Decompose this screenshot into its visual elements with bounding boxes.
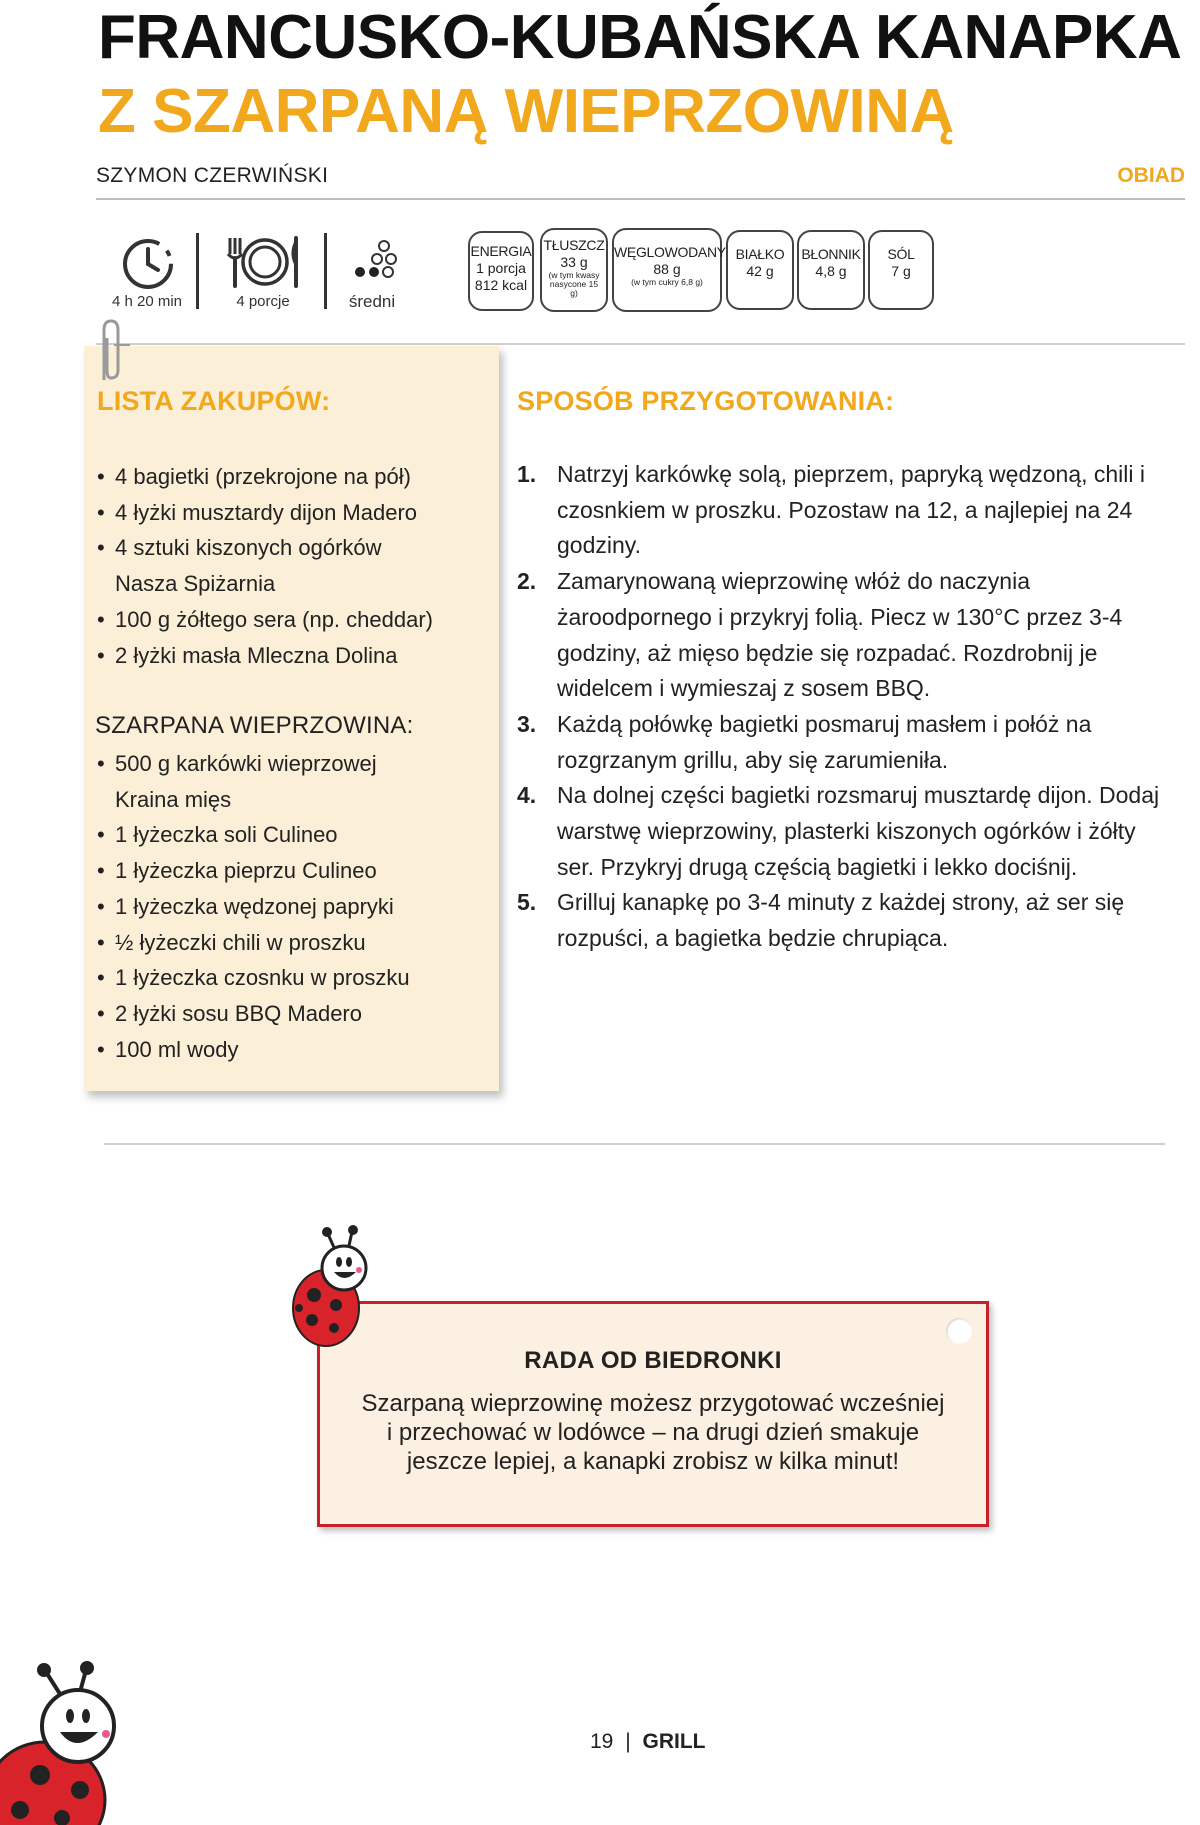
section-divider <box>96 343 1185 345</box>
step-item: 5. Grilluj kanapkę po 3-4 minuty z każdej strony, aż ser się rozpuści, a bagietka będzie chrupiąca. <box>517 889 1125 952</box>
tip-title: RADA OD BIEDRONKI <box>524 1347 782 1374</box>
difficulty-block <box>344 228 400 312</box>
recipe-title-line1: FRANCUSKO-KUBAŃSKA KANAPKA <box>98 3 1182 72</box>
list-item: • 1 łyżeczka soli Culineo <box>97 817 492 853</box>
list-item: • 100 g żółtego sera (np. cheddar) <box>97 602 492 638</box>
step-item: 1. Natrzyj karkówkę solą, pieprzem, papryką wędzoną, chili i czosnkiem w proszku. Pozostaw na 12, a najlepiej na 24 godziny. <box>517 461 1146 559</box>
plate-icon <box>222 234 308 294</box>
pork-list <box>97 746 492 1067</box>
nutrition-fat <box>540 228 608 312</box>
difficulty-label: średni <box>348 292 396 311</box>
list-item: • 2 łyżki masła Mleczna Dolina <box>97 638 492 674</box>
step-item: 2. Zamarynowaną wieprzowinę włóż do naczynia żaroodpornego i przykryj folią. Piecz w 130°C przez 3-4 godziny, aż mięso będzie się rozpadać. Rozdrobnij je widelcem i wymieszaj z sosem BBQ. <box>517 568 1123 702</box>
step-item: 3. Każdą połówkę bagietki posmaruj masłem i połóż na rozgrzanym grillu, aby się zarumieniła. <box>517 710 1092 773</box>
fat-value: 33 g <box>560 253 588 270</box>
page-number: 19 <box>590 1730 614 1753</box>
carbs-note: (w tym cukry 6,8 g) <box>631 276 703 287</box>
list-item: • 4 bagietki (przekrojone na pół) <box>97 459 492 495</box>
fat-label: TŁUSZCZ <box>543 237 605 253</box>
method-title: SPOSÓB PRZYGOTOWANIA: <box>517 386 895 416</box>
shopping-list <box>97 459 492 673</box>
nutrition-salt <box>868 230 934 310</box>
fiber-value: 4,8 g <box>815 262 847 279</box>
list-item: • 100 ml wody <box>97 1032 492 1068</box>
protein-value: 42 g <box>746 262 774 279</box>
header-divider <box>96 198 1185 200</box>
page-footer <box>590 1730 706 1754</box>
tip-hole <box>946 1318 972 1344</box>
recipe-title-line2: Z SZARPANĄ WIEPRZOWINĄ <box>98 77 954 146</box>
protein-label: BIAŁKO <box>735 246 785 262</box>
fat-note: (w tym kwasy nasycone 15 g) <box>548 269 600 299</box>
tip-box <box>317 1301 989 1527</box>
clock-icon <box>120 234 180 294</box>
portions-block <box>220 228 306 312</box>
nutrition-protein <box>726 230 794 310</box>
method-steps <box>517 457 1177 957</box>
list-item: • 1 łyżeczka wędzonej papryki <box>97 889 492 925</box>
portions-label: 4 porcje <box>236 293 290 310</box>
list-item: • 1 łyżeczka czosnku w proszku <box>97 960 492 996</box>
energy-label: ENERGIA <box>470 243 532 259</box>
tip-text: Szarpaną wieprzowinę możesz przygotować wcześniej i przechować w lodówce – na drugi dzień smakuje jeszcze lepiej, a kanapki zrobisz w kilka minut! <box>361 1390 945 1475</box>
footer-separator: | <box>625 1730 631 1753</box>
ladybug-icon <box>0 1660 140 1825</box>
list-item: • 500 g karkówki wieprzowej Kraina mięs <box>97 746 492 817</box>
pork-subtitle: SZARPANA WIEPRZOWINA: <box>95 712 414 739</box>
tip-divider <box>104 1143 1165 1145</box>
meta-separator <box>196 233 199 309</box>
ladybug-icon <box>284 1220 384 1350</box>
list-item: • 1 łyżeczka pieprzu Culineo <box>97 853 492 889</box>
fiber-label: BŁONNIK <box>801 246 861 262</box>
energy-portion: 1 porcja <box>476 259 526 276</box>
list-item: • 4 sztuki kiszonych ogórków Nasza Spiżarnia <box>97 530 492 601</box>
shopping-list-note <box>84 346 499 1091</box>
recipe-category: OBIAD <box>1117 164 1185 187</box>
energy-value: 812 kcal <box>474 276 528 293</box>
carbs-label: WĘGLOWODANY <box>614 244 726 260</box>
salt-value: 7 g <box>891 262 911 279</box>
salt-label: SÓL <box>887 246 915 262</box>
shopping-list-title: LISTA ZAKUPÓW: <box>97 386 331 416</box>
list-item: • 4 łyżki musztardy dijon Madero <box>97 495 492 531</box>
difficulty-dots-icon <box>350 238 400 288</box>
time-block <box>110 228 182 312</box>
recipe-author: SZYMON CZERWIŃSKI <box>96 164 329 187</box>
list-item: • ½ łyżeczki chili w proszku <box>97 925 492 961</box>
nutrition-energy <box>468 231 534 311</box>
footer-section: GRILL <box>642 1730 706 1753</box>
paperclip-icon <box>90 318 130 388</box>
nutrition-carbs <box>612 228 726 312</box>
list-item: • 2 łyżki sosu BBQ Madero <box>97 996 492 1032</box>
step-item: 4. Na dolnej części bagietki rozsmaruj musztardę dijon. Dodaj warstwę wieprzowiny, plasterki kiszonych ogórków i żółty ser. Przykryj drugą częścią bagietki i lekko dociśnij. <box>517 782 1160 880</box>
time-label: 4 h 20 min <box>111 293 183 310</box>
nutrition-fiber <box>797 230 865 310</box>
carbs-value: 88 g <box>653 260 681 277</box>
meta-separator <box>324 233 327 309</box>
